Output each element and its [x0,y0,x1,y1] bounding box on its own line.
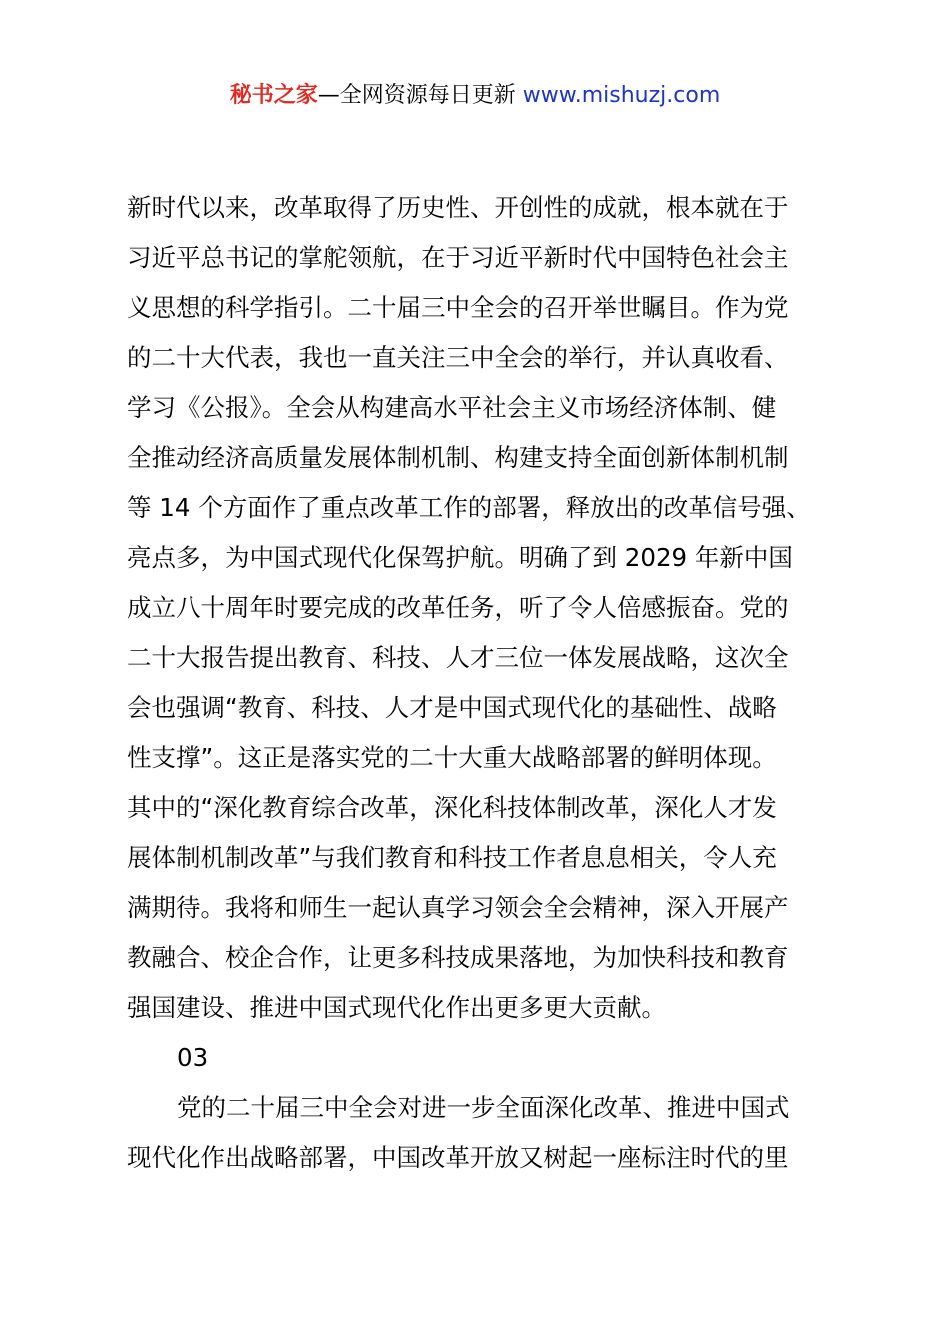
text-line: 亮点多，为中国式现代化保驾护航。明确了到 2029 年新中国 [127,543,793,572]
text-line: 学习《公报》。全会从构建高水平社会主义市场经济体制、健 [127,393,777,422]
text-line: 习近平总书记的掌舵领航，在于习近平新时代中国特色社会主 [127,243,789,272]
text-line: 现代化作出战略部署，中国改革开放又树起一座标注时代的里 [127,1143,789,1172]
text-line: 展体制机制改革”与我们教育和科技工作者息息相关，令人充 [127,843,777,872]
text-line: 的二十大代表，我也一直关注三中全会的举行，并认真收看、 [127,343,789,372]
text-line: 性支撑”。这正是落实党的二十大重大战略部署的鲜明体现。 [127,743,777,772]
text-line: 义思想的科学指引。二十届三中全会的召开举世瞩目。作为党 [127,293,789,322]
text-line: 强国建设、推进中国式现代化作出更多更大贡献。 [127,993,666,1022]
text-line: 二十大报告提出教育、科技、人才三位一体发展战略，这次全 [127,643,789,672]
text-line: 全推动经济高质量发展体制机制、构建支持全面创新体制机制 [127,443,789,472]
site-url-link[interactable]: www.mishuzj.com [522,83,721,108]
text-line: 会也强调“教育、科技、人才是中国式现代化的基础性、战略 [127,693,777,722]
page-header [0,80,950,112]
paragraph-first-line: 党的二十届三中全会对进一步全面深化改革、推进中国式 [177,1093,790,1122]
site-tagline: —全网资源每日更新 [317,83,516,108]
text-line: 其中的“深化教育综合改革，深化科技体制改革，深化人才发 [127,793,777,822]
text-line: 新时代以来，改革取得了历史性、开创性的成就，根本就在于 [127,193,789,222]
text-line: 成立八十周年时要完成的改革任务，听了令人倍感振奋。党的 [127,593,789,622]
site-brand: 秘书之家 [229,83,318,108]
text-line: 教融合、校企合作，让更多科技成果落地，为加快科技和教育 [127,943,789,972]
document-body [127,183,847,1183]
text-line: 等 14 个方面作了重点改革工作的部署，释放出的改革信号强、 [127,493,811,522]
section-number: 03 [177,1043,209,1072]
text-line: 满期待。我将和师生一起认真学习领会全会精神，深入开展产 [127,893,789,922]
